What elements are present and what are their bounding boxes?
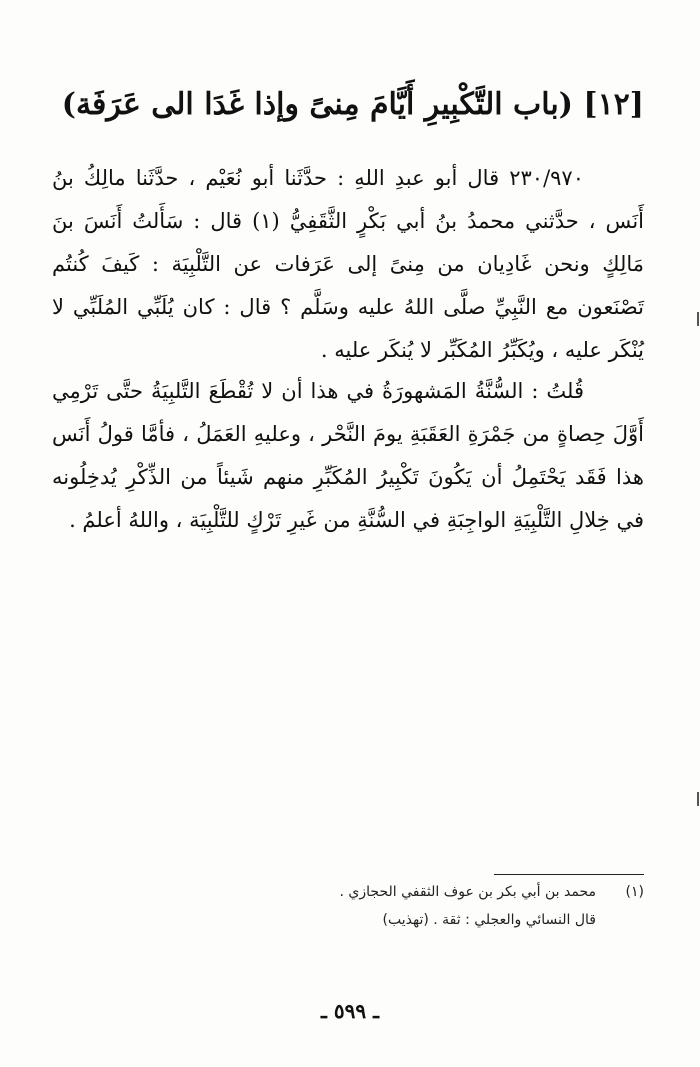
page-number: ـ ٥٩٩ ـ [321, 999, 379, 1023]
commentary-paragraph [52, 370, 644, 542]
footnote-divider [494, 874, 644, 875]
hadith-text: قال أبو عبدِ اللهِ : حدَّثَنا أبو نُعَيْم ، حدَّثَنا مالِكُ بنُ أَنَس ، حدَّثني محمدُ بنُ أبي بَكْرٍ الثَّقَفِيُّ (١) قال : سَأَلتُ أَنَسَ بنَ مَالِكٍ ونحن غَادِيان من مِنىً إلى عَرَفات عن التَّلْبِيَة : كَيفَ كُنتُم تَصْنَعون مع النَّبِيِّ صلَّى اللهُ عليه وسَلَّم ؟ قال : كان يُلَبِّي المُلَبِّي لا يُنْكَر عليه ، ويُكَبِّرُ المُكَبِّر لا يُنكَر عليه . [52, 166, 644, 362]
footnote [260, 878, 644, 934]
footnote-text-1: محمد بن أبي بكر بن عوف الثقفي الحجازي . [339, 884, 596, 900]
hadith-paragraph [52, 157, 644, 372]
commentary-text: قُلتُ : السُّنَّةُ المَشهورَةُ في هذا أن لا تُقْطَعَ التَّلبِيَةُ حتَّى تَرْمِي أَوَّلَ حِصاةٍ من جَمْرَةِ العَقَبَةِ يومَ النَّحْر ، وعليهِ العَمَلُ ، فأمَّا قولُ أَنَس هذا فَقَد يَحْتَمِلُ أن يَكُونَ تَكْبِيرُ المُكَبِّرِ منهم شَيئاً من الذِّكْرِ يُدخِلُونه في خِلالِ التَّلْبِيَةِ الواجِبَةِ في السُّنَّةِ من غَيرِ تَرْكٍ للتَّلْبِيَة ، واللهُ أعلمُ . [52, 379, 644, 532]
chapter-heading: [١٢] (باب التَّكْبِيرِ أَيَّامَ مِنىً وإذا غَدَا الى عَرَفَة) [61, 87, 644, 122]
scan-edge-mark [697, 312, 699, 326]
footnote-marker: (١) [625, 884, 644, 900]
footnote-line-1 [260, 878, 644, 906]
hadith-number: ٢٣٠/٩٧٠ [509, 166, 584, 190]
footnote-text-2: قال النسائي والعجلي : ثقة . (تهذيب) [382, 912, 596, 928]
scan-edge-mark [697, 792, 699, 806]
